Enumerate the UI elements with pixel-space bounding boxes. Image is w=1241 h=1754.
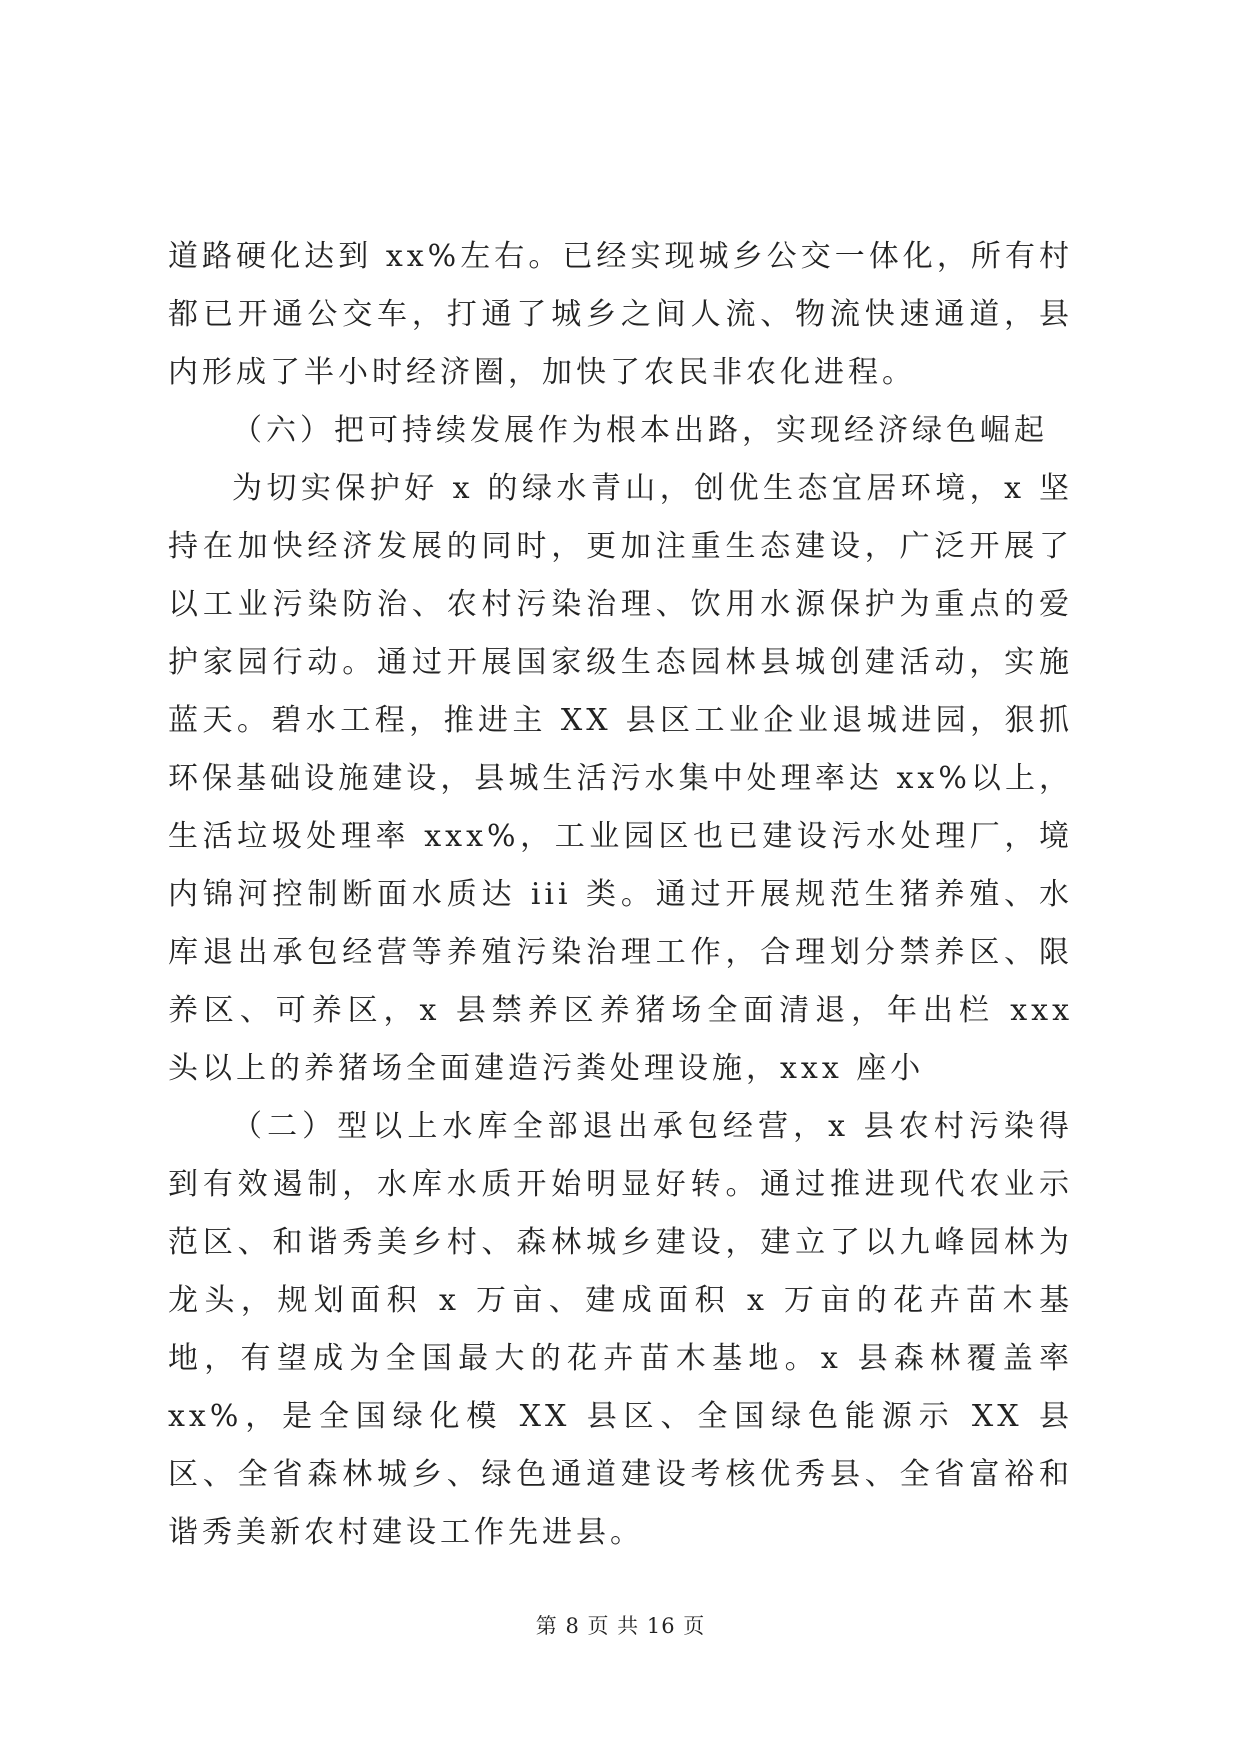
section-heading-sustainable-development: （六）把可持续发展作为根本出路，实现经济绿色崛起 [232,413,1048,448]
paragraph-ecological-protection: 为切实保护好 x 的绿水青山，创优生态宜居环境，x 坚持在加快经济发展的同时，更加注重生态建设，广泛开展了以工业污染防治、农村污染治理、饮用水源保护为重点的爱护家园行动。通过开展国家级生态园林县城创建活动，实施蓝天。碧水工程，推进主 XX 县区工业企业退城进园，狠抓环保基础设施建设，县城生活污水集中处理率达 xx%以上，生活垃圾处理率 xxx%，工业园区也已建设污水处理厂，境内锦河控制断面水质达 iii 类。通过开展规范生猪养殖、水库退出承包经营等养殖污染治理工作，合理划分禁养区、限养区、可养区，x 县禁养区养猪场全面清退，年出栏 xxx 头以上的养猪场全面建造污粪处理设施，xxx 座小 [168,471,1073,1086]
paragraph-road-transport: 道路硬化达到 xx%左右。已经实现城乡公交一体化，所有村都已开通公交车，打通了城乡之间人流、物流快速通道，县内形成了半小时经济圈，加快了农民非农化进程。 [168,239,1073,390]
page-number-footer: 第 8 页 共 16 页 [535,1614,706,1638]
document-body [168,228,1073,1562]
paragraph-reservoir-forestry: （二）型以上水库全部退出承包经营，x 县农村污染得到有效遏制，水库水质开始明显好转。通过推进现代农业示范区、和谐秀美乡村、森林城乡建设，建立了以九峰园林为龙头，规划面积 x 万亩、建成面积 x 万亩的花卉苗木基地，有望成为全国最大的花卉苗木基地。x 县森林覆盖率 xx%，是全国绿化模 XX 县区、全国绿色能源示 XX 县区、全省森林城乡、绿色通道建设考核优秀县、全省富裕和谐秀美新农村建设工作先进县。 [168,1109,1073,1550]
